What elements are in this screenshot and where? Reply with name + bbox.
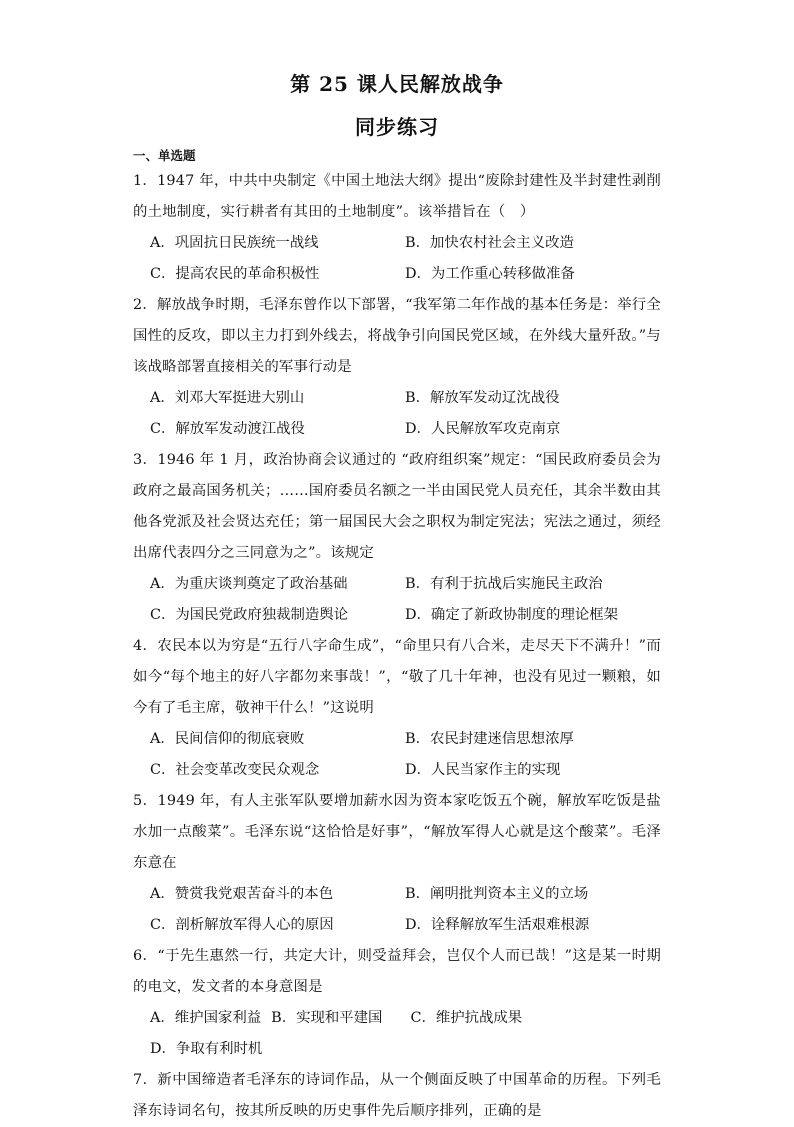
option-b: B．解放军发动辽沈战役 [405,390,560,406]
option-d: D．人民解放军攻克南京 [405,421,561,437]
question-1 [133,166,661,290]
question-stem [133,631,661,724]
question-number: 5． [133,793,158,809]
question-text: 1946 年 1 月，政治协商会议通过的 “政府组织案”规定：“国民政府委员会为政府之最高国务机关；……国府委员名额之一半由国民党人员充任，其余半数由其他各党派及社会贤达充任；第一届国民大会之职权为制定宪法；宪法之通过，须经出席代表四分之三同意为之”。该规定 [133,452,661,561]
options [133,383,661,445]
question-5 [133,786,661,941]
question-text: 农民本以为穷是“五行八字命生成”，“命里只有八合米，走尽天下不满升！”而如今“每个地主的好八字都勿来事哉！”，“敬了几十年神，也没有见过一颗粮，如今有了毛主席，敬神干什么！”这说明 [133,638,661,716]
question-number: 3． [133,452,158,468]
option-b: B．实现和平建国 [271,1010,383,1026]
options [133,569,661,631]
option-a: A．民间信仰的彻底衰败 [150,731,305,747]
question-6 [133,941,661,1065]
options [133,879,661,941]
question-text: 新中国缔造者毛泽东的诗词作品，从一个侧面反映了中国革命的历程。下列毛泽东诗词名句，按其所反映的历史事件先后顺序排列，正确的是 [133,1072,661,1119]
question-stem [133,941,661,1003]
question-text: 解放战争时期，毛泽东曾作以下部署，“我军第二年作战的基本任务是：举行全国性的反攻，即以主力打到外线去，将战争引向国民党区域，在外线大量歼敌。”与该战略部署直接相关的军事行动是 [133,297,661,375]
question-number: 2． [133,297,157,313]
option-a: A．巩固抗日民族统一战线 [150,235,319,251]
question-stem [133,786,661,879]
question-stem [133,290,661,383]
option-d: D．争取有利时机 [150,1041,263,1057]
question-4 [133,631,661,786]
option-d: D．确定了新政协制度的理论框架 [405,607,619,623]
question-number: 1． [133,173,158,189]
page-title: 第 25 课人民解放战争 [290,72,504,96]
option-b: B．加快农村社会主义改造 [405,235,574,251]
option-a: A．赞赏我党艰苦奋斗的本色 [150,886,334,902]
question-stem [133,445,661,569]
option-a: A．刘邓大军挺进大别山 [150,390,305,406]
question-number: 4． [133,638,158,654]
question-number: 6． [133,948,158,964]
question-7 [133,1065,661,1127]
option-b: B．有利于抗战后实施民主政治 [405,576,603,592]
question-stem [133,166,661,228]
page-subtitle: 同步练习 [355,115,439,139]
option-c: C．社会变革改变民众观念 [150,762,320,778]
option-a: A．维护国家利益 [150,1010,262,1026]
option-c: C．为国民党政府独裁制造舆论 [150,607,349,623]
option-c: C．维护抗战成果 [410,1010,523,1026]
question-stem [133,1065,661,1127]
option-c: C．剖析解放军得人心的原因 [150,917,334,933]
options [133,724,661,786]
question-3 [133,445,661,631]
question-list [133,166,661,1127]
options [133,1003,661,1065]
question-text: 1947 年，中共中央制定《中国土地法大纲》提出“废除封建性及半封建性剥削的土地制度，实行耕者有其田的土地制度”。该举措旨在（ ） [133,173,661,220]
option-b: B．阐明批判资本主义的立场 [405,886,589,902]
option-c: C．提高农民的革命积极性 [150,266,320,282]
option-a: A．为重庆谈判奠定了政治基础 [150,576,348,592]
option-b: B．农民封建迷信思想浓厚 [405,731,574,747]
question-number: 7． [133,1072,158,1088]
options [133,228,661,290]
question-text: “于先生惠然一行，共定大计，则受益拜会，岂仅个人而已哉！”这是某一时期的电文，发文者的本身意图是 [133,948,662,995]
option-d: D．诠释解放军生活艰难根源 [405,917,590,933]
option-c: C．解放军发动渡江战役 [150,421,305,437]
option-d: D．人民当家作主的实现 [405,762,561,778]
question-text: 1949 年，有人主张军队要增加薪水因为资本家吃饭五个碗，解放军吃饭是盐水加一点酸菜”。毛泽东说“这恰恰是好事”，“解放军得人心就是这个酸菜”。毛泽东意在 [133,793,661,871]
question-2 [133,290,661,445]
section-heading: 一、单选题 [133,148,196,163]
option-d: D．为工作重心转移做准备 [405,266,575,282]
